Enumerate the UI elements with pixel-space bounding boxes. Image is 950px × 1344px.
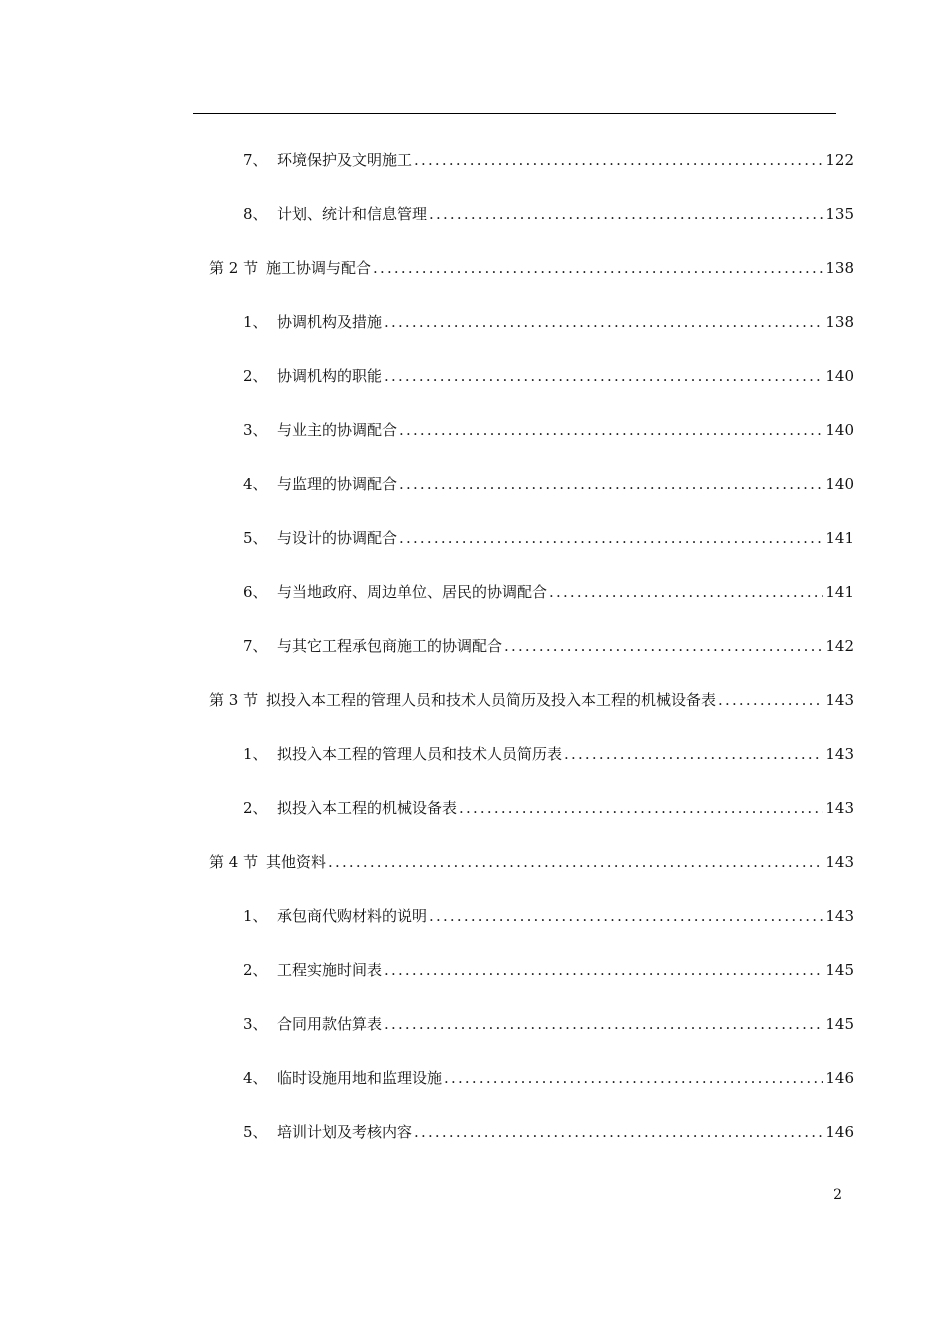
toc-entry-number: 4、 [243,475,268,493]
toc-dot-leader [429,204,823,224]
toc-item-entry[interactable] [243,200,854,224]
toc-dot-leader [399,528,823,548]
toc-entry-page: 142 [825,637,854,655]
toc-section-entry[interactable] [209,254,854,278]
toc-entry-title: 协调机构的职能 [277,367,383,385]
toc-entry-page: 146 [825,1123,854,1141]
toc-dot-leader [399,420,823,440]
toc-dot-leader [328,852,823,872]
toc-entry-number: 5、 [243,529,268,547]
toc-item-entry[interactable] [243,146,854,170]
toc-dot-leader [399,474,823,494]
toc-entry-number: 4、 [243,1069,268,1087]
toc-entry-title: 拟投入本工程的管理人员和技术人员简历表 [277,745,563,763]
page-number: 2 [833,1187,842,1203]
toc-entry-page: 145 [825,961,854,979]
toc-entry-number: 1、 [243,745,268,763]
toc-entry-page: 141 [825,583,854,601]
toc-item-entry[interactable] [243,524,854,548]
toc-dot-leader [549,582,823,602]
toc-entry-number: 6、 [243,583,268,601]
toc-entry-number: 3、 [243,1015,268,1033]
toc-entry-page: 140 [825,367,854,385]
toc-dot-leader [444,1068,823,1088]
toc-entry-number: 7、 [243,151,268,169]
toc-item-entry[interactable] [243,1010,854,1034]
toc-item-entry[interactable] [243,578,854,602]
toc-section-entry[interactable] [209,686,854,710]
toc-dot-leader [384,960,823,980]
toc-dot-leader [459,798,823,818]
toc-entry-number: 5、 [243,1123,268,1141]
toc-entry-number: 2、 [243,799,268,817]
toc-entry-page: 143 [825,907,854,925]
toc-entry-page: 143 [825,799,854,817]
toc-entry-title: 合同用款估算表 [277,1015,383,1033]
toc-entry-title: 承包商代购材料的说明 [277,907,428,925]
toc-item-entry[interactable] [243,416,854,440]
toc-entry-page: 140 [825,421,854,439]
toc-entry-number: 2、 [243,961,268,979]
toc-dot-leader [384,312,823,332]
toc-entry-page: 138 [825,313,854,331]
toc-entry-number: 第 2 节 [209,259,259,277]
toc-entry-page: 135 [825,205,854,223]
toc-entry-number: 1、 [243,907,268,925]
toc-entry-page: 122 [825,151,854,169]
toc-item-entry[interactable] [243,740,854,764]
toc-entry-title: 工程实施时间表 [277,961,383,979]
toc-entry-page: 145 [825,1015,854,1033]
toc-entry-page: 143 [825,853,854,871]
toc-dot-leader [384,366,823,386]
toc-entry-number: 1、 [243,313,268,331]
toc-dot-leader [373,258,823,278]
toc-section-entry[interactable] [209,848,854,872]
toc-item-entry[interactable] [243,1118,854,1142]
toc-entry-number: 第 3 节 [209,691,259,709]
toc-entry-title: 培训计划及考核内容 [277,1123,413,1141]
toc-dot-leader [504,636,823,656]
toc-dot-leader [384,1014,823,1034]
toc-entry-title: 拟投入本工程的管理人员和技术人员简历及投入本工程的机械设备表 [266,691,717,709]
toc-entry-number: 2、 [243,367,268,385]
toc-dot-leader [718,690,823,710]
toc-entry-number: 7、 [243,637,268,655]
toc-entry-page: 138 [825,259,854,277]
toc-item-entry[interactable] [243,470,854,494]
toc-entry-number: 3、 [243,421,268,439]
toc-item-entry[interactable] [243,362,854,386]
toc-dot-leader [414,1122,823,1142]
toc-entry-title: 临时设施用地和监理设施 [277,1069,443,1087]
toc-entry-title: 计划、统计和信息管理 [277,205,428,223]
toc-entry-title: 环境保护及文明施工 [277,151,413,169]
header-rule [193,113,836,114]
toc-entry-title: 拟投入本工程的机械设备表 [277,799,458,817]
toc-item-entry[interactable] [243,902,854,926]
toc-entry-title: 与监理的协调配合 [277,475,398,493]
toc-entry-title: 与当地政府、周边单位、居民的协调配合 [277,583,548,601]
toc-dot-leader [564,744,823,764]
toc-dot-leader [414,150,823,170]
toc-entry-title: 与其它工程承包商施工的协调配合 [277,637,503,655]
toc-entry-title: 施工协调与配合 [266,259,372,277]
toc-entry-title: 与业主的协调配合 [277,421,398,439]
toc-item-entry[interactable] [243,632,854,656]
toc-item-entry[interactable] [243,794,854,818]
toc-entry-title: 其他资料 [266,853,327,871]
toc-entry-title: 与设计的协调配合 [277,529,398,547]
toc-dot-leader [429,906,823,926]
toc-entry-number: 8、 [243,205,268,223]
toc-item-entry[interactable] [243,308,854,332]
toc-entry-page: 141 [825,529,854,547]
toc-entry-page: 143 [825,745,854,763]
toc-item-entry[interactable] [243,1064,854,1088]
toc-entry-number: 第 4 节 [209,853,259,871]
toc-entry-title: 协调机构及措施 [277,313,383,331]
toc-entry-page: 143 [825,691,854,709]
toc-item-entry[interactable] [243,956,854,980]
toc-entry-page: 146 [825,1069,854,1087]
toc-entry-page: 140 [825,475,854,493]
